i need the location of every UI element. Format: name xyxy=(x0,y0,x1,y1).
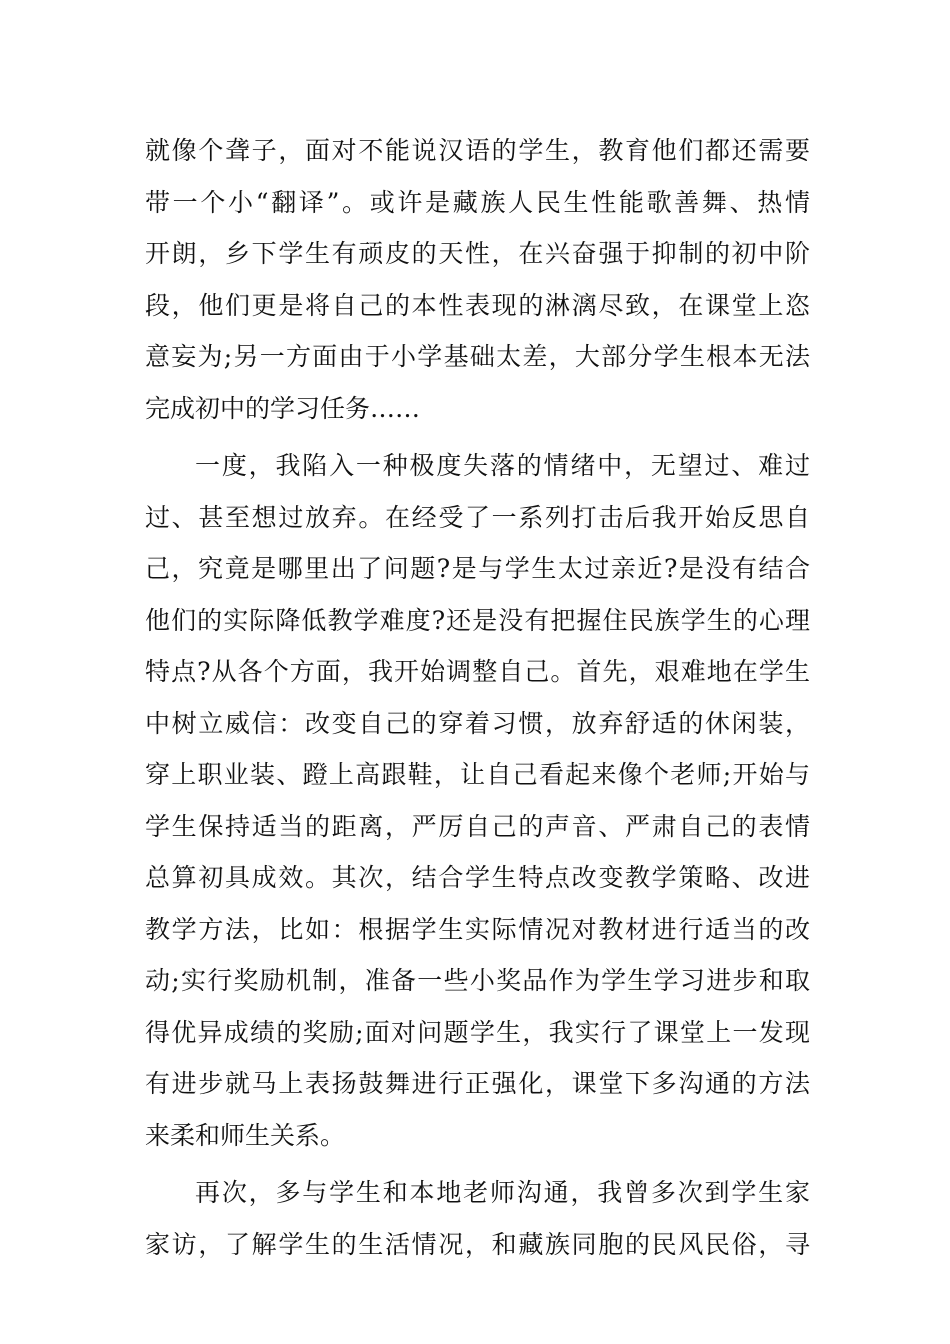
text-line: 穿上职业装、蹬上高跟鞋，让自己看起来像个老师;开始与 xyxy=(145,760,810,789)
text-line: 总算初具成效。其次，结合学生特点改变教学策略、改进 xyxy=(145,863,810,892)
text-line: 过、甚至想过放弃。在经受了一系列打击后我开始反思自 xyxy=(145,502,810,532)
text-line: 有进步就马上表扬鼓舞进行正强化，课堂下多沟通的方法 xyxy=(145,1069,810,1098)
text-line: 就像个聋子，面对不能说汉语的学生，教育他们都还需要 xyxy=(145,136,810,165)
text-line-indented: 一度，我陷入一种极度失落的情绪中，无望过、难过 xyxy=(195,451,810,480)
text-line-indented: 再次，多与学生和本地老师沟通，我曾多次到学生家 xyxy=(195,1178,810,1207)
text-line: 特点?从各个方面，我开始调整自己。首先，艰难地在学生 xyxy=(145,657,810,686)
text-line: 开朗，乡下学生有顽皮的天性，在兴奋强于抑制的初中阶 xyxy=(145,239,810,268)
text-line: 段，他们更是将自己的本性表现的淋漓尽致，在课堂上恣 xyxy=(145,290,810,320)
text-line: 己，究竟是哪里出了问题?是与学生太过亲近?是没有结合 xyxy=(145,554,810,583)
document-body xyxy=(145,125,810,1270)
text-line: 完成初中的学习任务…… xyxy=(145,393,421,423)
text-line: 学生保持适当的距离，严厉自己的声音、严肃自己的表情 xyxy=(145,811,810,841)
text-line: 动;实行奖励机制，准备一些小奖品作为学生学习进步和取 xyxy=(145,966,810,995)
paragraph-1 xyxy=(145,125,810,434)
text-line: 得优异成绩的奖励;面对问题学生，我实行了课堂上一发现 xyxy=(145,1017,810,1047)
paragraph-2 xyxy=(145,440,810,1161)
text-line: 带一个小“翻译”。或许是藏族人民生性能歌善舞、热情 xyxy=(145,187,810,217)
text-line: 他们的实际降低教学难度?还是没有把握住民族学生的心理 xyxy=(145,605,810,635)
text-line: 家访，了解学生的生活情况，和藏族同胞的民风民俗，寻 xyxy=(145,1229,810,1259)
text-line: 中树立威信：改变自己的穿着习惯，放弃舒适的休闲装， xyxy=(145,708,810,738)
text-line: 意妄为;另一方面由于小学基础太差，大部分学生根本无法 xyxy=(145,342,810,371)
text-line: 教学方法，比如：根据学生实际情况对教材进行适当的改 xyxy=(145,914,810,944)
text-line: 来柔和师生关系。 xyxy=(145,1120,346,1150)
paragraph-3 xyxy=(145,1167,810,1270)
